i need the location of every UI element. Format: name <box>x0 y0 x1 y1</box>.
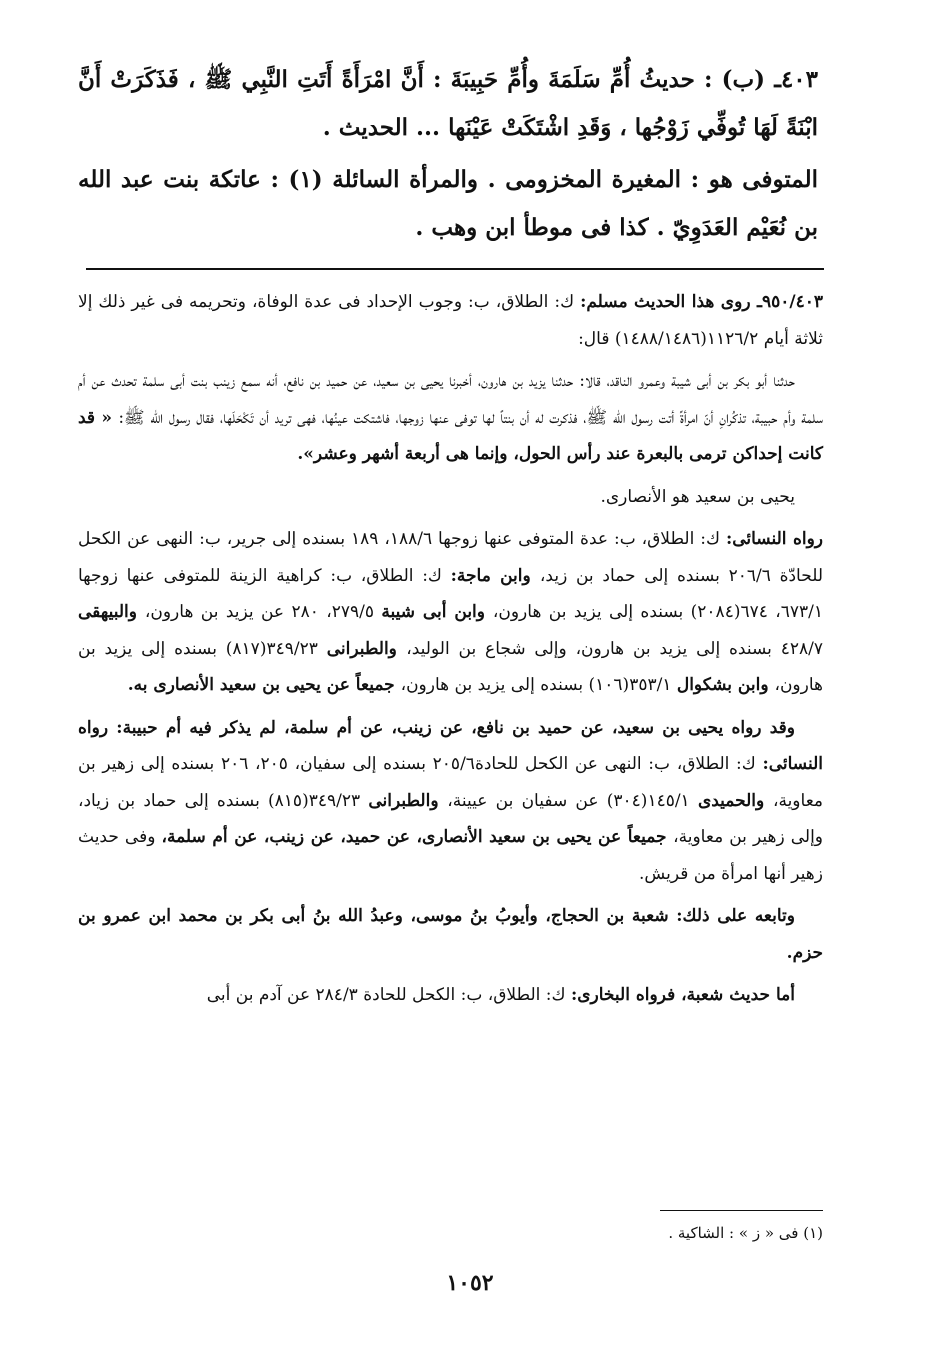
note-text: ك: الطلاق، ب: كراهية الزينة للمتوفى عنها زوجها ٦٧٣/١، ٦٧٤(٢٠٨٤) بسنده إلى يزيد بن هارون، <box>78 565 824 622</box>
isnad-text: حدثنا أبو بكر بن أبى شيبة وعمرو الناقد، قالا: حدثنا يزيد بن هارون، أخبرنا يحيى بن سعيد، عن حميد بن نافع، أنه سمع زينب بنت أبى سلمة تحدث عن أم سلمة وأم حبيبة، تذكُرانِ أنّ امرأةً أتت رسول الله ﷺ، فذكرت له أن بنتاً لها توفى عنها زوجها، فاشتكت عينُها، فهى تريد أن تَكْحَلَها، فقال رسول الله ﷺ: <box>78 371 824 428</box>
source-nasai: رواه النسائى: <box>725 529 823 549</box>
source-tabarani: والطبرانى <box>326 638 407 659</box>
note-text: ٣٥٣/١(١٠٦) بسنده إلى يزيد بن هارون، <box>400 675 677 695</box>
summary-text: جميعاً عن يحيى بن سعيد الأنصارى به. <box>127 675 401 695</box>
note-paragraph-7 <box>78 977 823 1014</box>
note-text: ١٤٥/١(٣٠٤) عن سفيان بن عيينة، <box>447 790 698 811</box>
source-humaydi: والحميدى <box>697 790 773 811</box>
note-text: ك: الطلاق، ب: الكحل للحادة ٢٨٤/٣ عن آدم بن أبى <box>206 985 571 1005</box>
note-paragraph-2 <box>78 363 823 473</box>
hadith-403-text: ٤٠٣ـ (ب) : حديثُ أُمِّ سَلَمَةَ وأُمِّ حَبِيبَةَ : أَنَّ امْرَأَةً أَتَتِ النَّبِي ﷺ ، فَذَكَرَتْ أَنَّ ابْنَةً لَهَا تُوفِّي زَوْجُها ، وَقَدِ اشْتَكَتْ عَيْنَها ... الحديث . <box>78 66 818 141</box>
note-text: وفى حديث زهير أنها امرأة من قريش. <box>78 827 823 884</box>
footnote: (١) فى « ز » : الشاكية . <box>668 1224 823 1242</box>
source-ibn-majah: وابن ماجة: <box>450 565 540 586</box>
note-paragraph-4 <box>78 521 823 704</box>
note-text: ٣٤٩/٢٣(٨١٥) بسنده إلى حماد بن زياد، وإلى زهير بن معاوية، <box>78 790 823 847</box>
note-text: ك: الطلاق، ب: وجوب الإحداد فى عدة الوفاة، وتحريمه فى غير ذلك إلا ثلاثة أيام ١١٢٦/٢(١٤٨٨/١٤٨٦) قال: <box>78 292 823 349</box>
main-text <box>78 56 818 256</box>
note-number: ٩٥٠/٤٠٣ـ روى هذا الحديث مسلم: <box>580 292 823 312</box>
note-text: ٤٢٨/٧ بسنده إلى يزيد بن هارون، وإلى شجاع بن الوليد، <box>406 638 823 659</box>
source-bukhari: أما حديث شعبة، فرواه البخارى: <box>570 985 795 1005</box>
takhrij-notes <box>78 284 823 1014</box>
footnote-rule <box>660 1210 823 1211</box>
summary-text: جميعاً عن يحيى بن سعيد الأنصارى، عن حميد، عن زينب، عن أم سلمة، <box>161 827 674 847</box>
note-paragraph-3: يحيى بن سعيد هو الأنصارى. <box>600 486 795 507</box>
page-number: ١٠٥٢ <box>446 1270 494 1296</box>
note-text: ٢٧٩/٥، ٢٨٠ عن يزيد بن هارون، <box>144 602 382 622</box>
note-paragraph-5 <box>78 710 823 893</box>
separator-rule <box>86 268 824 270</box>
note-paragraph-6: وتابعه على ذلك: شعبة بن الحجاج، وأيوبُ بنُ موسى، وعبدُ الله بنُ أبى بكر بن محمد ابن عمرو بن حزم. <box>78 906 823 963</box>
note-text: ٣٤٩/٢٣(٨١٧) بسنده إلى يزيد بن هارون، <box>78 638 823 695</box>
source-ibn-bashkuwal: وابن بشكوال <box>676 675 775 695</box>
note-paragraph-1 <box>78 284 823 357</box>
note-text: ك: الطلاق، ب: النهى عن الكحل للحادة٢٠٥/٦ بسنده إلى سفيان، ٢٠٥، ٢٠٦ بسنده إلى زهير بن معاوية، <box>78 754 823 811</box>
commentary-text: المتوفى هو : المغيرة المخزومى . والمرأة السائلة (١) : عاتكة بنت عبد الله بن نُعَيْم العَدَوِيّ . كذا فى موطأ ابن وهب . <box>78 166 818 241</box>
source-tabarani: والطبرانى <box>368 790 448 811</box>
source-ibn-abi-shayba: وابن أبى شيبة <box>381 602 493 622</box>
hadith-quote: « قد كانت إحداكن ترمى بالبعرة عند رأس الحول، وإنما هى أربعة أشهر وعشر». <box>78 407 823 464</box>
variant-chain: وقد رواه يحيى بن سعيد، عن حميد بن نافع، عن زينب، عن أم سلمة، لم يذكر فيه أم حبيبة: رواه النسائى: <box>78 717 824 774</box>
source-bayhaqi: والبيهقى <box>78 602 145 622</box>
note-text: ك: الطلاق، ب: عدة المتوفى عنها زوجها ١٨٨/٦، ١٨٩ بسنده إلى جرير، ب: النهى عن الكحل للحادّة ٢٠٦/٦ بسنده إلى حماد بن زيد، <box>78 529 824 586</box>
